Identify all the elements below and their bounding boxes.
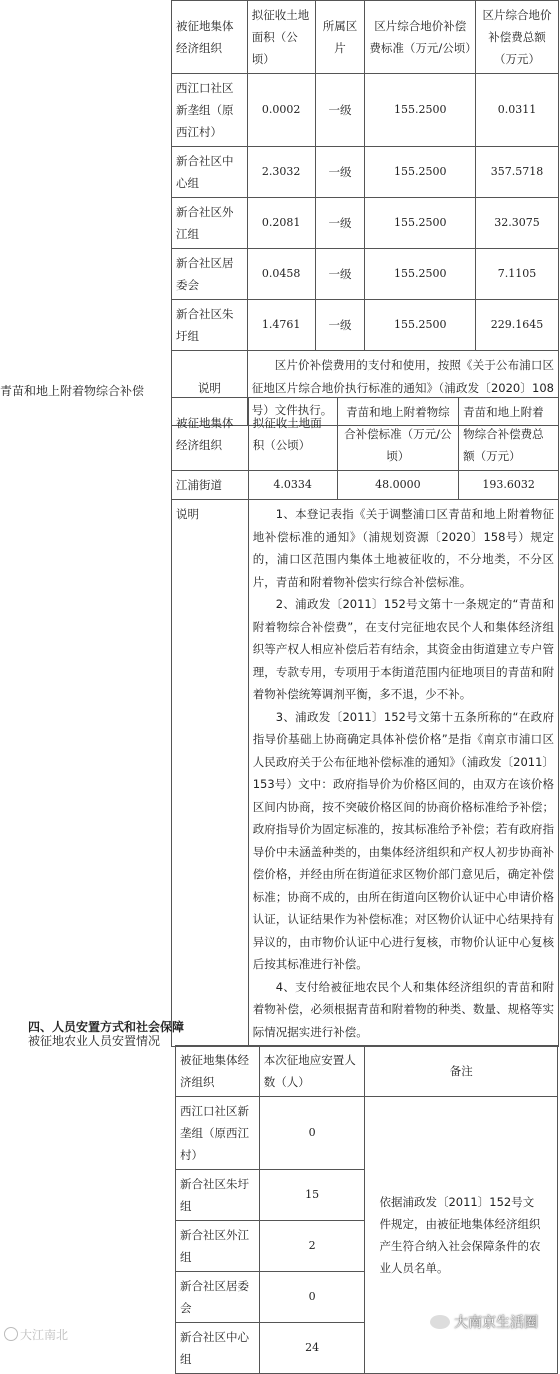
zone-cell: 一级 — [315, 198, 365, 249]
header-cell: 青苗和地上附着物综合补偿费总额（万元） — [459, 398, 559, 471]
count-cell: 24 — [259, 1323, 365, 1374]
standard-cell: 155.2500 — [365, 198, 476, 249]
count-cell: 0 — [259, 1272, 365, 1323]
zone-cell: 一级 — [315, 300, 365, 351]
table-row — [172, 74, 559, 147]
table-header-row — [172, 398, 559, 471]
org-cell: 新合社区中心组 — [172, 147, 248, 198]
area-cell: 1.4761 — [247, 300, 315, 351]
section-title-seedling-compensation: 青苗和地上附着物综合补偿 — [0, 384, 145, 398]
watermark-left — [4, 1326, 68, 1343]
watermark-right-text: 大南京生活圈 — [454, 1315, 538, 1331]
table-row — [172, 147, 559, 198]
area-cell: 2.3032 — [247, 147, 315, 198]
table-row — [172, 198, 559, 249]
org-cell: 西江口社区新垄组（原西江村） — [176, 1097, 260, 1170]
note-row — [172, 500, 559, 1047]
zone-cell: 一级 — [315, 74, 365, 147]
section-title-resettlement: 四、人员安置方式和社会保障 — [28, 1020, 185, 1034]
header-cell: 拟征收土地面积（公顷） — [247, 1, 315, 74]
note-paragraph: 3、浦政发〔2011〕152号文第十五条所称的“在政府指导价基础上协商确定具体补偿价格”是指《南京市浦口区人民政府关于公布征地补偿标准的通知》（浦政发〔2011〕153号）文中：政府指导价为价格区间的，由双方在该价格区间内协商，按不突破价格区间的协商价格标准给予补偿；政府指导价为固定标准的，按其标准给予补偿；若有政府指导价中未涵盖种类的，由集体经济组织和产权人初步协商补偿价格，并经由所在街道征求区物价部门意见后，确定补偿标准；协商不成的，由所在街道向区物价认证中心申请价格认证，认证结果作为补偿标准；对区物价认证中心结果持有异议的，由市物价认证中心进行复核，市物价认证中心复核后按其标准进行补偿。 — [252, 709, 554, 971]
total-cell: 0.0311 — [476, 74, 559, 147]
zone-cell: 一级 — [315, 147, 365, 198]
standard-cell: 155.2500 — [365, 74, 476, 147]
standard-cell: 155.2500 — [365, 300, 476, 351]
table-row — [172, 300, 559, 351]
table-row — [172, 249, 559, 300]
table-header-row — [172, 1, 559, 74]
watermark-logo-icon — [4, 1327, 18, 1341]
wechat-icon — [430, 1315, 450, 1329]
area-cell: 0.0002 — [247, 74, 315, 147]
header-cell: 所属区片 — [315, 1, 365, 74]
section-subtitle-resettlement: 被征地农业人员安置情况 — [28, 1034, 161, 1048]
total-cell: 229.1645 — [476, 300, 559, 351]
note-cell — [248, 500, 558, 1047]
note-label: 说明 — [172, 351, 248, 426]
org-cell: 新合社区居委会 — [172, 249, 248, 300]
table-header-row — [176, 1046, 558, 1097]
org-cell: 新合社区外江组 — [176, 1221, 260, 1272]
note-paragraph: 2、浦政发〔2011〕152号文第十一条规定的“青苗和附着物综合补偿费”，在支付完征地农民个人和集体经济组织等产权人相应补偿后若有结余，其资金由街道建立专户管理，专款专用，专项用于本街道范围内征地项目的青苗和附着物补偿统筹调剂平衡，多不退，少不补。 — [252, 597, 554, 701]
area-cell: 0.0458 — [247, 249, 315, 300]
standard-cell: 48.0000 — [337, 471, 459, 500]
count-cell: 15 — [259, 1170, 365, 1221]
org-cell: 西江口社区新垄组（原西江村） — [172, 74, 248, 147]
org-cell: 新合社区中心组 — [176, 1323, 260, 1374]
header-cell: 拟征收土地面积（公顷） — [248, 398, 337, 471]
seedling-compensation-table — [171, 397, 559, 1047]
watermark-left-text: 大江南北 — [20, 1328, 69, 1342]
table-row — [172, 471, 559, 500]
total-cell: 32.3075 — [476, 198, 559, 249]
org-cell: 新合社区朱圩组 — [176, 1170, 260, 1221]
header-cell: 区片综合地价补偿费标准（万元/公顷） — [365, 1, 476, 74]
watermark-right — [430, 1312, 538, 1332]
area-cell: 4.0334 — [248, 471, 337, 500]
note-label: 说明 — [172, 500, 249, 1047]
header-cell: 区片综合地价补偿费总额（万元） — [476, 1, 559, 74]
header-cell: 被征地集体经济组织 — [172, 398, 249, 471]
header-cell: 备注 — [365, 1046, 558, 1097]
note-text: 区片价补偿费用的支付和使用，按照《关于公布浦口区征地区片综合地价执行标准的通知》（浦政发〔2020〕108号）文件执行。 — [251, 358, 554, 417]
total-cell: 7.1105 — [476, 249, 559, 300]
area-cell: 0.2081 — [247, 198, 315, 249]
land-price-table — [171, 0, 559, 426]
table-row — [176, 1097, 558, 1170]
header-cell: 本次征地应安置人数（人） — [259, 1046, 365, 1097]
zone-cell: 一级 — [315, 249, 365, 300]
total-cell: 193.6032 — [459, 471, 559, 500]
header-cell: 被征地集体经济组织 — [176, 1046, 260, 1097]
org-cell: 新合社区外江组 — [172, 198, 248, 249]
standard-cell: 155.2500 — [365, 147, 476, 198]
remark-cell: 依据浦政发〔2011〕152号文件规定，由被征地集体经济组织产生符合纳入社会保障条件的农业人员名单。 — [365, 1097, 558, 1374]
org-cell: 新合社区居委会 — [176, 1272, 260, 1323]
standard-cell: 155.2500 — [365, 249, 476, 300]
count-cell: 0 — [259, 1097, 365, 1170]
total-cell: 357.5718 — [476, 147, 559, 198]
header-cell: 被征地集体经济组织 — [172, 1, 248, 74]
note-paragraph: 1、本登记表指《关于调整浦口区青苗和地上附着物征地补偿标准的通知》（浦规划资源〔2020〕158号）规定的，浦口区范围内集体土地被征收的，不分地类，不分区片，青苗和附着物补偿实行综合补偿标准。 — [252, 507, 554, 589]
header-cell: 青苗和地上附着物综合补偿标准（万元/公顷） — [337, 398, 459, 471]
note-paragraph: 4、支付给被征地农民个人和集体经济组织的青苗和附着物补偿，必须根据青苗和附着物的种类、数量、规格等实际情况据实进行补偿。 — [252, 979, 554, 1039]
org-cell: 江浦街道 — [172, 471, 249, 500]
org-cell: 新合社区朱圩组 — [172, 300, 248, 351]
count-cell: 2 — [259, 1221, 365, 1272]
